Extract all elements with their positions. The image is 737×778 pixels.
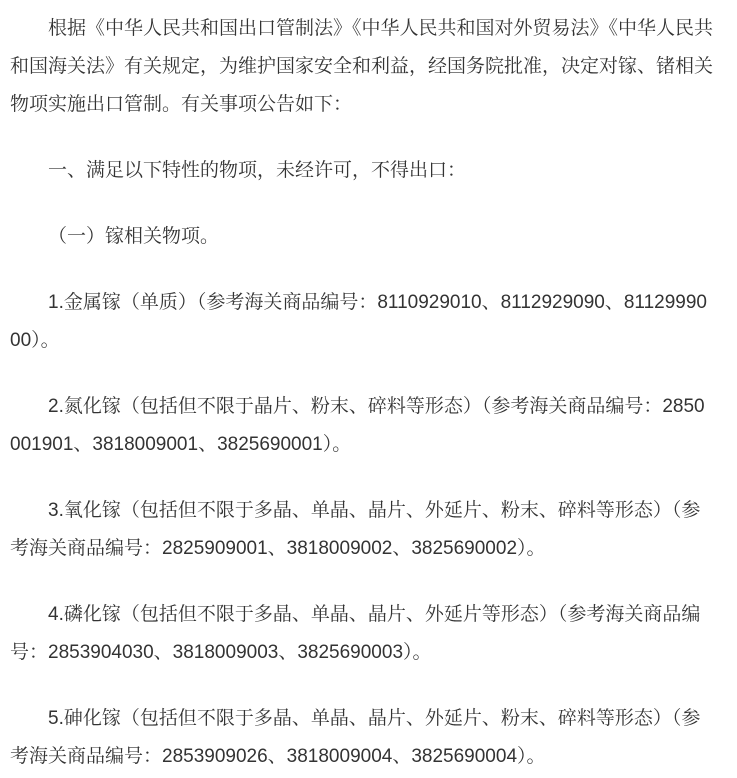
paragraph-item-4-gallium-phosphide: 4.磷化镓（包括但不限于多晶、单晶、晶片、外延片等形态）（参考海关商品编号：2853904030、3818009003、3825690003）。 xyxy=(10,604,701,663)
paragraph-section-1-heading: 一、满足以下特性的物项，未经许可，不得出口： xyxy=(48,160,467,181)
paragraph-item-1-gallium-metal: 1.金属镓（单质）（参考海关商品编号：8110929010、8112929090、8112999000）。 xyxy=(10,292,707,351)
paragraph-item-3-gallium-oxide: 3.氧化镓（包括但不限于多晶、单晶、晶片、外延片、粉末、碎料等形态）（参考海关商品编号：2825909001、3818009002、3825690002）。 xyxy=(10,500,701,559)
paragraph-item-5-gallium-arsenide: 5.砷化镓（包括但不限于多晶、单晶、晶片、外延片、粉末、碎料等形态）（参考海关商品编号：2853909026、3818009004、3825690004）。 xyxy=(10,708,701,767)
paragraph-item-2-gallium-nitride: 2.氮化镓（包括但不限于晶片、粉末、碎料等形态）（参考海关商品编号：2850001901、3818009001、3825690001）。 xyxy=(10,396,705,455)
paragraph-legal-basis: 根据《中华人民共和国出口管制法》《中华人民共和国对外贸易法》《中华人民共和国海关法》有关规定，为维护国家安全和利益，经国务院批准，决定对镓、锗相关物项实施出口管制。有关事项公告如下： xyxy=(10,18,714,115)
paragraph-subsection-gallium: （一）镓相关物项。 xyxy=(48,226,220,247)
